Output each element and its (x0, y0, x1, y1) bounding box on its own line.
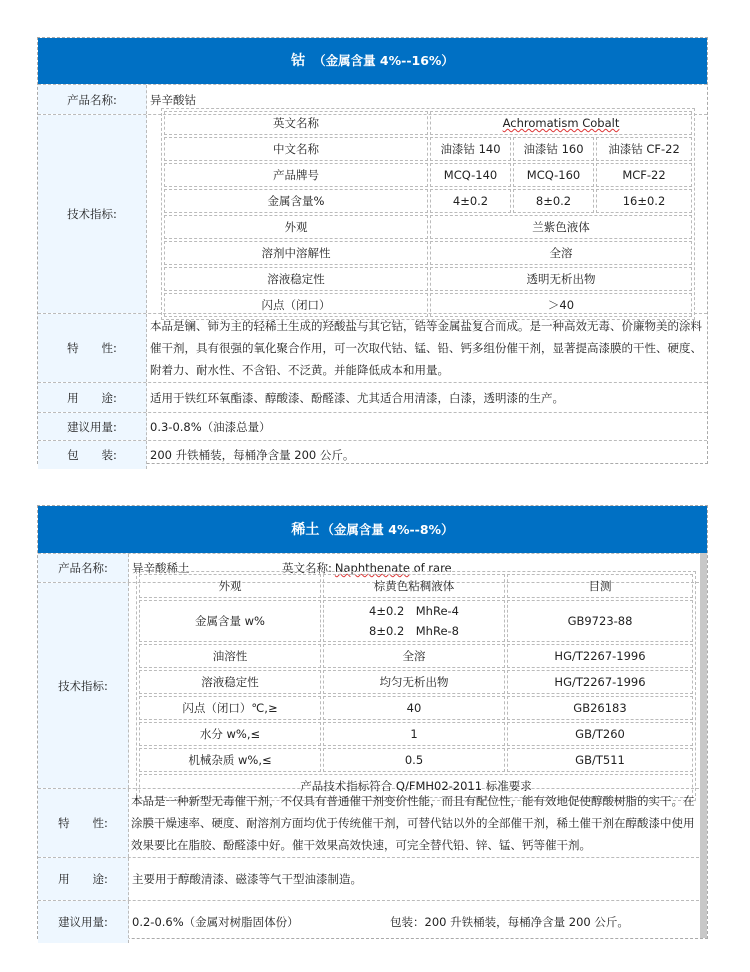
spec-method: HG/T2267-1996 (507, 670, 693, 694)
cobalt-header (38, 38, 707, 84)
spec-method: GB26183 (507, 696, 693, 720)
dose-text: 0.2-0.6%（金属对树脂固体份） (132, 915, 299, 929)
use-label: 用 途: (38, 858, 129, 900)
en-name-label: 英文名称: (282, 561, 332, 575)
spec-value: 4±0.2 MhRe-4 (369, 603, 459, 618)
dose-text: 0.3-0.8%（油漆总量） (150, 419, 271, 434)
dose-label: 建议用量: (38, 901, 129, 943)
spec-item: 溶液稳定性 (139, 670, 321, 694)
cobalt-section (37, 37, 708, 464)
spec-item: 闪点（闭口）℃,≥ (139, 696, 321, 720)
spec-value: 棕黄色粘稠液体 (323, 574, 505, 598)
spec-value: 兰紫色液体 (430, 215, 692, 239)
spec-label: 金属含量% (164, 189, 428, 213)
spec-item: 金属含量 w% (139, 600, 321, 642)
pack-text: 200 升铁桶装，每桶净含量 200 公斤。 (150, 448, 355, 462)
spec-value: ＞40 (430, 293, 692, 317)
use-text: 适用于铁红环氧酯漆、醇酸漆、酚醛漆、尤其适合用清漆，白漆，透明漆的生产。 (150, 390, 564, 405)
en-name-rest: of rare (413, 561, 452, 575)
spec-label: 中文名称 (164, 137, 428, 161)
spec-item: 外观 (139, 574, 321, 598)
spec-value: 均匀无析出物 (323, 670, 505, 694)
spec-method: GB/T511 (507, 748, 693, 772)
spec-label: 产品牌号 (164, 163, 428, 187)
feature-text: 本品是一种新型无毒催干剂，不仅具有普通催干剂变价性能，而且有配位性，能有效地促使醇酸树脂的实干。在涂膜干燥速率、硬度、耐溶剂方面均优于传统催干剂，可替代钴以外的全部催干剂，稀土催干剂在醇酸漆中使用效果要比在脂胶、酚醛漆中好。催干效果高效快速，可完全替代铅、锌、锰、钙等催干剂。 (131, 794, 695, 852)
feature-label: 特 性: (38, 314, 147, 382)
spec-value: 油漆钴 140 (430, 137, 511, 161)
spec-value: 透明无析出物 (430, 267, 692, 291)
cobalt-spec-table (161, 108, 695, 320)
spec-method: GB9723-88 (507, 600, 693, 642)
spec-item: 水分 w%,≤ (139, 722, 321, 746)
section-title: 稀土 (291, 522, 320, 538)
spec-value: 1 (323, 722, 505, 746)
spec-value: MCF-22 (596, 163, 692, 187)
spec-value: Achromatism Cobalt (502, 116, 620, 130)
pack-text: 包装：200 升铁桶装，每桶净含量 200 公斤。 (390, 915, 629, 929)
spec-label: 外观 (164, 215, 428, 239)
tech-label: 技术指标: (38, 115, 147, 313)
product-name: 异辛酸钴 (150, 92, 196, 107)
use-label: 用 途: (38, 383, 147, 412)
spec-method: GB/T260 (507, 722, 693, 746)
pack-label: 包 装: (38, 441, 147, 469)
product-name: 异辛酸稀土 (132, 561, 190, 575)
spec-item: 机械杂质 w%,≤ (139, 748, 321, 772)
feature-text: 本品是镧、铈为主的轻稀土生成的羟酸盐与其它钴，锆等金属盐复合而成。是一种高效无毒、价廉物美的涂料催干剂，具有很强的氧化聚合作用，可一次取代钴、锰、铅、钙多组份催干剂，显著提高漆膜的干性、硬度、附着力、耐水性、不含铅、不泛黄。并能降低成本和用量。 (150, 319, 702, 377)
feature-label: 特 性: (38, 789, 129, 857)
rare-spec-table (136, 571, 696, 801)
spec-value: 8±0.2 (513, 189, 594, 213)
spec-value: MCQ-160 (513, 163, 594, 187)
spec-label: 英文名称 (164, 111, 428, 135)
spec-label: 溶剂中溶解性 (164, 241, 428, 265)
section-subtitle: （金属含量 4%--16%） (313, 53, 454, 68)
spec-value: 8±0.2 MhRe-8 (369, 623, 459, 638)
spec-value: 16±0.2 (596, 189, 692, 213)
spec-method: 目测 (507, 574, 693, 598)
spec-value: 全溶 (323, 644, 505, 668)
spec-value: MCQ-140 (430, 163, 511, 187)
standard-note: 产品技术指标符合 Q/FMH02-2011 标准要求 (139, 774, 693, 798)
spec-value: 4±0.2 (430, 189, 511, 213)
spec-method: HG/T2267-1996 (507, 644, 693, 668)
spec-label: 闪点（闭口） (164, 293, 428, 317)
spec-value: 油漆钴 160 (513, 137, 594, 161)
rare-earth-section (37, 505, 708, 939)
tech-label: 技术指标: (38, 583, 129, 788)
spec-value: 40 (323, 696, 505, 720)
spec-label: 溶液稳定性 (164, 267, 428, 291)
product-name-label: 产品名称: (38, 85, 147, 114)
use-text: 主要用于醇酸清漆、磁漆等气干型油漆制造。 (132, 872, 362, 886)
spec-item: 油溶性 (139, 644, 321, 668)
spec-value: 0.5 (323, 748, 505, 772)
rare-header (38, 506, 707, 553)
scrollbar[interactable] (700, 553, 707, 938)
en-name: Naphthenate (334, 561, 410, 575)
section-subtitle: （金属含量 4%--8%） (321, 522, 454, 537)
product-name-label: 产品名称: (38, 554, 129, 582)
spec-value: 油漆钴 CF-22 (596, 137, 692, 161)
dose-label: 建议用量: (38, 413, 147, 440)
spec-value: 全溶 (430, 241, 692, 265)
section-title: 钴 (291, 53, 306, 69)
